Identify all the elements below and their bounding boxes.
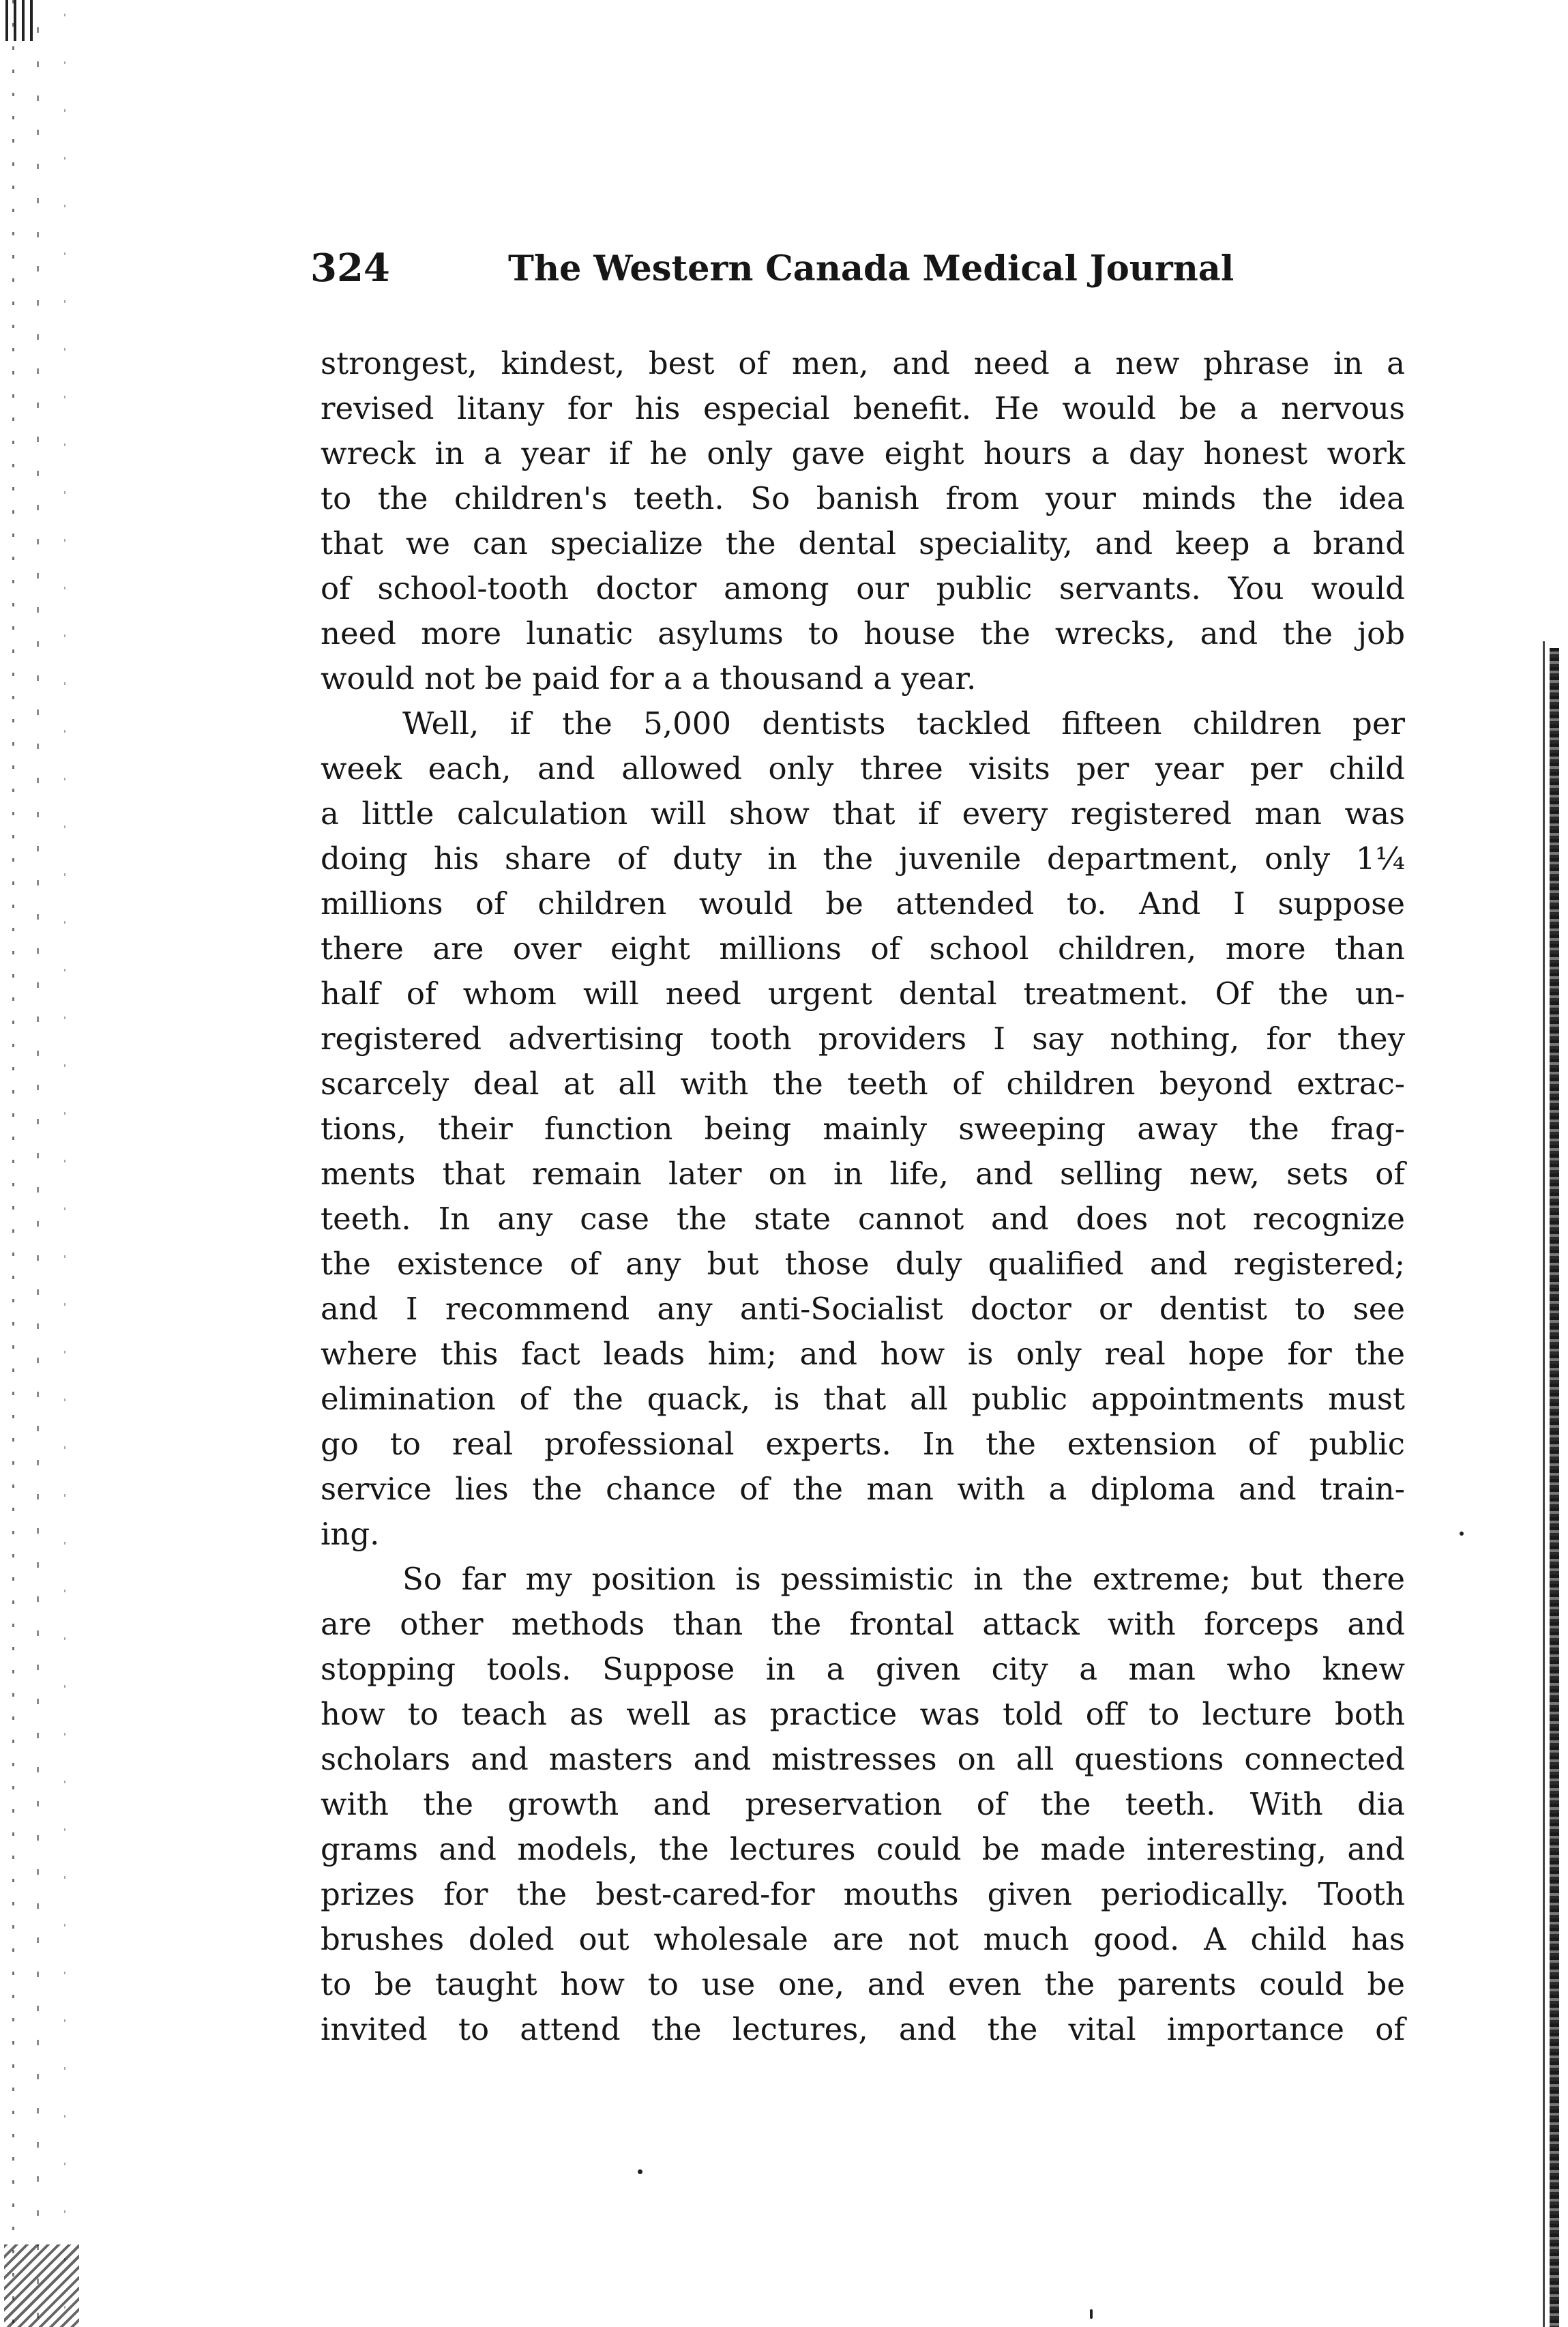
page-header	[310, 246, 1292, 300]
text-line: Well, if the 5,000 dentists tackled fifteen children per	[402, 705, 1405, 742]
ink-speck	[1090, 2309, 1093, 2319]
ink-speck	[1460, 1532, 1464, 1536]
text-line: scholars and masters and mistresses on all questions connected	[321, 1741, 1405, 1777]
text-line: doing his share of duty in the juvenile department, only 1¼	[321, 840, 1405, 877]
text-line: go to real professional experts. In the extension of public	[321, 1426, 1405, 1462]
left-scan-edge-bottom	[4, 2244, 79, 2327]
text-line: to the children's teeth. So banish from your minds the idea	[321, 480, 1405, 516]
left-scan-edge	[4, 0, 86, 2327]
text-line: prizes for the best-cared-for mouths given periodically. Tooth	[321, 1876, 1405, 1912]
text-line: registered advertising tooth providers I say nothing, for they	[321, 1021, 1405, 1057]
text-line: invited to attend the lectures, and the vital importance of	[321, 2011, 1405, 2047]
text-line: brushes doled out wholesale are not much good. A child has	[321, 1921, 1405, 1957]
text-line: ments that remain later on in life, and selling new, sets of	[321, 1156, 1405, 1192]
text-line: grams and models, the lectures could be made interesting, and	[321, 1831, 1405, 1867]
text-line: stopping tools. Suppose in a given city a man who knew	[321, 1651, 1405, 1687]
text-line: wreck in a year if he only gave eight hours a day honest work	[321, 435, 1405, 471]
text-line: of school-tooth doctor among our public servants. You would	[321, 570, 1405, 606]
page-number: 324	[310, 246, 390, 291]
text-line: So far my position is pessimistic in the extreme; but there	[402, 1561, 1405, 1597]
text-line: how to teach as well as practice was told off to lecture both	[321, 1696, 1405, 1732]
text-line: need more lunatic asylums to house the wrecks, and the job	[321, 615, 1405, 652]
text-line: are other methods than the frontal attack with forceps and	[321, 1606, 1405, 1642]
left-scan-edge-top	[5, 0, 33, 41]
text-line: revised litany for his especial benefit. He would be a nervous	[321, 390, 1405, 426]
text-line: would not be paid for a a thousand a year.	[321, 660, 977, 697]
text-line: that we can specialize the dental speciality, and keep a brand	[321, 525, 1405, 561]
text-line: the existence of any but those duly qualified and registered;	[321, 1246, 1405, 1282]
text-line: week each, and allowed only three visits per year per child	[321, 750, 1405, 787]
text-line: service lies the chance of the man with a diploma and train-	[321, 1471, 1405, 1507]
journal-title: The Western Canada Medical Journal	[508, 248, 1234, 289]
text-line: and I recommend any anti-Socialist doctor or dentist to see	[321, 1291, 1405, 1327]
text-line: half of whom will need urgent dental treatment. Of the un-	[321, 976, 1405, 1012]
text-line: scarcely deal at all with the teeth of children beyond extrac-	[321, 1066, 1405, 1102]
text-line: to be taught how to use one, and even the parents could be	[321, 1966, 1405, 2002]
text-line: millions of children would be attended to. And I suppose	[321, 886, 1405, 922]
text-line: where this fact leads him; and how is only real hope for the	[321, 1336, 1405, 1372]
text-line: elimination of the quack, is that all public appointments must	[321, 1381, 1405, 1417]
text-line: tions, their function being mainly sweeping away the frag-	[321, 1111, 1405, 1147]
text-line: with the growth and preservation of the teeth. With dia	[321, 1786, 1405, 1822]
text-line: strongest, kindest, best of men, and need a new phrase in a	[321, 345, 1405, 381]
text-line: ing.	[321, 1516, 380, 1552]
right-scan-edge	[1550, 648, 1559, 2327]
text-line: a little calculation will show that if every registered man was	[321, 795, 1405, 832]
ink-speck	[638, 2169, 642, 2174]
right-scan-edge-line	[1543, 641, 1545, 2327]
text-line: there are over eight millions of school children, more than	[321, 931, 1405, 967]
text-line: teeth. In any case the state cannot and does not recognize	[321, 1201, 1405, 1237]
